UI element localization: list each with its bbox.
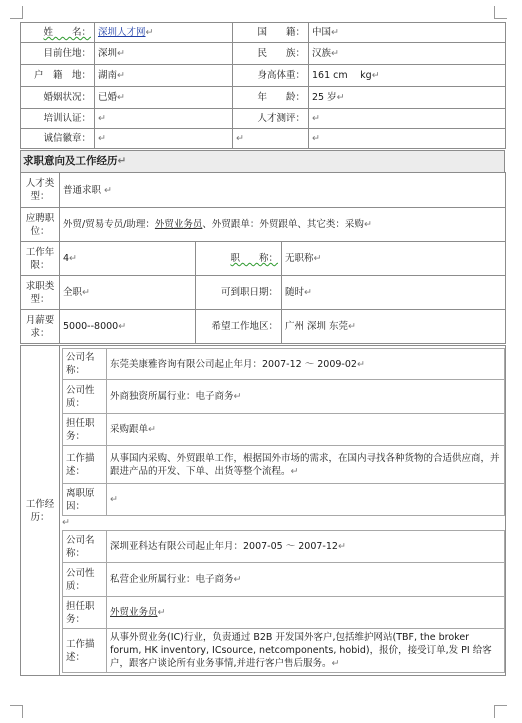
job-separator: ↵ <box>62 517 70 528</box>
job-nature-label: 公司性质： <box>63 563 107 597</box>
nationality-value: 中国↵ <box>309 23 506 43</box>
credit-label: 诚信徽章： <box>21 129 95 149</box>
start-date-value: 随时↵ <box>282 276 506 310</box>
job-intent-table <box>20 172 506 344</box>
ethnicity-label: 民 族： <box>233 43 309 65</box>
work-years-label: 工作年限： <box>21 242 60 276</box>
age-label: 年 龄： <box>233 87 309 109</box>
page-corner-mark <box>10 705 23 718</box>
salary-value: 5000--8000↵ <box>60 310 196 344</box>
job-nature-value: 私营企业所属行业：电子商务↵ <box>107 563 505 597</box>
job-nature-value: 外商独资所属行业：电子商务↵ <box>107 380 505 414</box>
job-role-label: 担任职务： <box>63 597 107 629</box>
talent-eval-value: ↵ <box>309 109 506 129</box>
job-desc-label: 工作描述： <box>63 446 107 484</box>
work-years-value: 4↵ <box>60 242 196 276</box>
talent-type-value: 普通求职 ↵ <box>60 173 506 208</box>
credit-value: ↵ <box>95 129 233 149</box>
hukou-value: 湖南↵ <box>95 65 233 87</box>
empty-cell: ↵ <box>233 129 309 149</box>
location-value: 深圳↵ <box>95 43 233 65</box>
work-area-label: 希望工作地区： <box>196 310 282 344</box>
position-value: 外贸/贸易专员/助理：外贸业务员、外贸跟单：外贸跟单、其它类：采购↵ <box>60 208 506 242</box>
talent-type-label: 人才类型： <box>21 173 60 208</box>
location-label: 目前住地： <box>21 43 95 65</box>
salary-label: 月薪要求： <box>21 310 60 344</box>
talent-eval-label: 人才测评： <box>233 109 309 129</box>
height-weight-label: 身高体重： <box>233 65 309 87</box>
job-company-label: 公司名称： <box>63 531 107 563</box>
marital-value: 已婚↵ <box>95 87 233 109</box>
job-nature-label: 公司性质： <box>63 380 107 414</box>
job-1 <box>62 348 505 516</box>
job-company-label: 公司名称： <box>63 349 107 380</box>
training-value: ↵ <box>95 109 233 129</box>
job-leave-label: 离职原因： <box>63 484 107 516</box>
page-corner-mark <box>494 6 507 19</box>
ethnicity-value: 汉族↵ <box>309 43 506 65</box>
start-date-label: 可到职日期： <box>196 276 282 310</box>
age-value: 25 岁↵ <box>309 87 506 109</box>
job-company-value: 东莞美康雅咨询有限公司起止年月：2007-12 ～ 2009-02↵ <box>107 349 505 380</box>
position-label: 应聘职位： <box>21 208 60 242</box>
job-type-value: 全职↵ <box>60 276 196 310</box>
job-desc-label: 工作描述： <box>63 629 107 673</box>
job-type-label: 求职类型： <box>21 276 60 310</box>
job-leave-value: ↵ <box>107 484 505 516</box>
section-header-table <box>20 150 505 173</box>
section-title: 求职意向及工作经历↵ <box>21 151 505 173</box>
nationality-label: 国 籍： <box>233 23 309 43</box>
job-2 <box>62 530 505 673</box>
empty-cell: ↵ <box>309 129 506 149</box>
work-experience-label: 工作经历： <box>21 346 60 676</box>
job-desc-value: 从事外贸业务(IC)行业，负责通过 B2B 开发国外客户,包括维护网站(TBF, the broker forum, HK inventory, ICsource, netcomponents, hobid)，报价，接受订单,发 PI 给客户，跟客户谈论所有业务事情,并进行客户售后服务。↵ <box>107 629 505 673</box>
marital-label: 婚姻状况： <box>21 87 95 109</box>
job-role-label: 担任职务： <box>63 414 107 446</box>
job-company-value: 深圳亚科达有限公司起止年月：2007-05 ～ 2007-12↵ <box>107 531 505 563</box>
job-title-label: 职 称： <box>196 242 282 276</box>
work-experience-container <box>60 346 506 676</box>
name-label: 姓 名： <box>21 23 95 43</box>
personal-info-table <box>20 22 506 149</box>
height-weight-value: 161 cm kg↵ <box>309 65 506 87</box>
job-role-value: 采购跟单↵ <box>107 414 505 446</box>
job-desc-value: 从事国内采购、外贸跟单工作，根据国外市场的需求，在国内寻找各种货物的合适供应商，并跟进产品的开发、下单、出货等整个流程。↵ <box>107 446 505 484</box>
hukou-label: 户 籍 地： <box>21 65 95 87</box>
job-title-value: 无职称↵ <box>282 242 506 276</box>
work-experience-table <box>20 345 506 676</box>
training-label: 培训认证： <box>21 109 95 129</box>
work-area-value: 广州 深圳 东莞↵ <box>282 310 506 344</box>
page-corner-mark <box>494 705 507 718</box>
job-role-value: 外贸业务员↵ <box>107 597 505 629</box>
name-value[interactable]: 深圳人才网↵ <box>95 23 233 43</box>
page-corner-mark <box>10 6 23 19</box>
